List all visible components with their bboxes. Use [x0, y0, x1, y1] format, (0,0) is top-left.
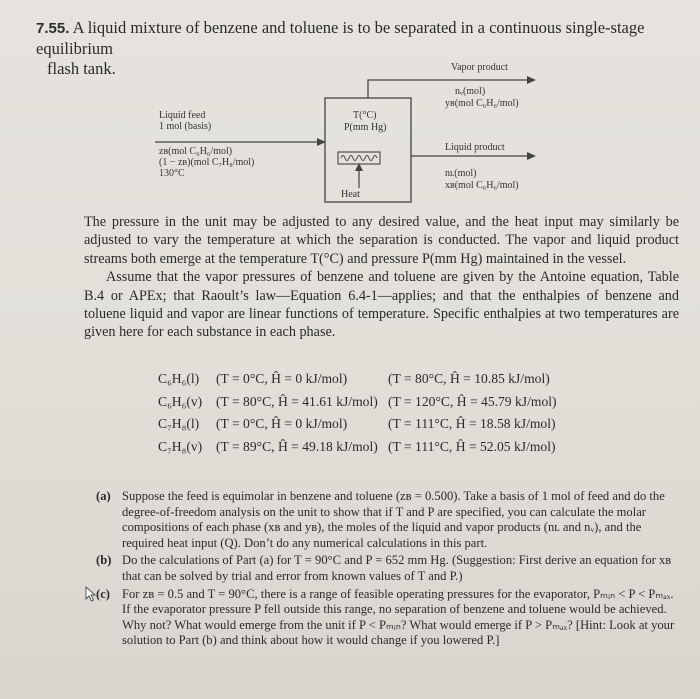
enthalpy-point-a: (T = 89°C, Ĥ = 49.18 kJ/mol)	[216, 438, 378, 454]
enthalpy-point-a: (T = 80°C, Ĥ = 41.61 kJ/mol)	[216, 393, 378, 409]
part-label: (a)	[96, 489, 111, 503]
vapor-moles: nᵥ(mol)	[455, 86, 486, 97]
enthalpy-row	[158, 391, 557, 414]
paragraph-2: Assume that the vapor pressures of benzene and toluene are given by the Antoine equation, Table B.4 or APEx; that Raoult’s law—Equation 6.4-1—applies; and that the enthalpies of benzene and toluene liquid and vapor are linear functions of temperature. Specific enthalpies at two temperatures are given here for each substance in each phase.	[84, 269, 679, 341]
vapor-product-label: Vapor product	[451, 62, 508, 73]
enthalpy-point-b: (T = 80°C, Ĥ = 10.85 kJ/mol)	[388, 371, 550, 386]
liquid-moles: nʟ(mol)	[445, 168, 477, 179]
problem-parts	[96, 489, 676, 651]
problem-title-line2: flash tank.	[47, 59, 116, 78]
vapor-composition: yʙ(mol C₆H₆/mol)	[445, 98, 519, 109]
enthalpy-species: C₆H₆(v)	[158, 393, 203, 409]
tank-temperature: T(°C)	[353, 110, 377, 121]
enthalpy-row	[158, 368, 557, 391]
feed-benzene: zʙ(mol C₆H₆/mol)	[159, 146, 233, 157]
liquid-composition: xʙ(mol C₆H₆/mol)	[445, 180, 519, 191]
part-text: Suppose the feed is equimolar in benzene and toluene (zʙ = 0.500). Take a basis of 1 mol of feed and do the degree-of-freedom analysis on the unit to show that if T and P are specified, you can calculate the molar compositions of each phase (xʙ and yʙ), the moles of the liquid and vapor products (nʟ and nᵥ), and the required heat input (Q). Don’t do any numerical calculations in this part.	[122, 489, 665, 550]
vapor-arrow	[527, 76, 536, 84]
part-text: For zʙ = 0.5 and T = 90°C, there is a range of feasible operating pressures for the evaporator, Pₘᵢₙ < P < Pₘₐₓ. If the evaporator pressure P fell outside this range, no separation of benzene and toluene would be achieved. Why not? What would emerge from the unit if P < Pₘᵢₙ? What would emerge if P > Pₘₐₓ? [Hint: Look at your solution to Part (b) and think about how it would change if you lowered P.]	[122, 586, 675, 648]
part-a	[96, 489, 676, 551]
enthalpy-point-b: (T = 111°C, Ĥ = 18.58 kJ/mol)	[388, 416, 556, 431]
part-b	[96, 553, 676, 584]
part-label: (b)	[96, 553, 112, 568]
feed-toluene: (1 − zʙ)(mol C₇H₈/mol)	[159, 157, 255, 168]
part-c	[96, 587, 676, 649]
enthalpy-species: C₇H₈(l)	[158, 416, 200, 431]
enthalpy-point-a: (T = 0°C, Ĥ = 0 kJ/mol)	[216, 371, 348, 386]
enthalpy-point-a: (T = 0°C, Ĥ = 0 kJ/mol)	[216, 416, 348, 431]
enthalpy-table	[158, 368, 557, 458]
enthalpy-species: C₇H₈(v)	[158, 438, 203, 454]
problem-number: 7.55.	[36, 20, 70, 37]
enthalpy-row	[158, 413, 557, 436]
tank-pressure: P(mm Hg)	[344, 122, 387, 133]
enthalpy-row	[158, 436, 557, 459]
coil-box	[338, 152, 380, 164]
part-text: Do the calculations of Part (a) for T = 90°C and P = 652 mm Hg. (Suggestion: First derive an equation for xʙ that can be solved by trial and error from known values of T and P.)	[122, 553, 672, 583]
problem-title-line1: A liquid mixture of benzene and toluene is to be separated in a continuous single-stage equilibrium	[36, 18, 645, 58]
feed-basis: 1 mol (basis)	[159, 121, 212, 132]
enthalpy-point-b: (T = 120°C, Ĥ = 45.79 kJ/mol)	[388, 393, 557, 409]
heat-label: Heat	[341, 189, 360, 200]
enthalpy-species: C₆H₆(l)	[158, 371, 200, 386]
problem-description	[84, 213, 679, 342]
liquid-feed-label: Liquid feed	[159, 110, 206, 121]
part-label: (c)	[96, 586, 110, 601]
heating-coil	[341, 156, 377, 161]
vapor-product-line	[368, 80, 527, 98]
feed-temperature: 130°C	[159, 168, 185, 179]
liquid-product-label: Liquid product	[445, 142, 505, 153]
mouse-pointer-icon	[85, 586, 97, 602]
liquid-arrow	[527, 152, 536, 160]
paragraph-1: The pressure in the unit may be adjusted to any desired value, and the heat input may similarly be adjusted to vary the temperature at which the separation is conducted. The vapor and liquid product streams both emerge at the temperature T(°C) and pressure P(mm Hg) maintained in the vessel.	[84, 214, 679, 267]
enthalpy-point-b: (T = 111°C, Ĥ = 52.05 kJ/mol)	[388, 438, 556, 454]
